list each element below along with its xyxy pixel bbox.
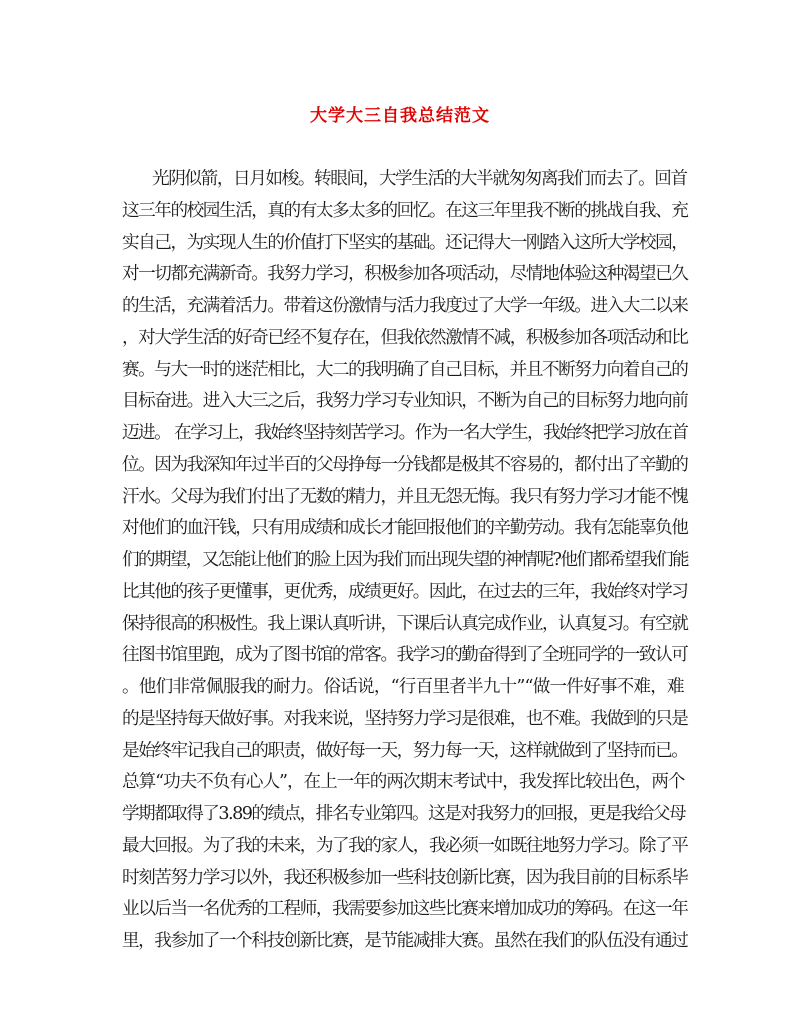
paragraph-line: 里，我参加了一个科技创新比赛，是节能减排大赛。虽然在我们的队伍没有通过 [122, 931, 688, 951]
paragraph-line: 业以后当一名优秀的工程师，我需要参加这些比赛来增加成功的筹码。在这一年 [122, 899, 688, 920]
paragraph-line: 比其他的孩子更懂事，更优秀，成绩更好。因此，在过去的三年，我始终对学习 [122, 581, 688, 602]
paragraph-line: 的是坚持每天做好事。对我来说，坚持努力学习是很难，也不难。我做到的只是 [122, 708, 688, 729]
paragraph-line: 往图书馆里跑，成为了图书馆的常客。我学习的勤奋得到了全班同学的一致认可 [122, 645, 688, 666]
paragraph-line: 学期都取得了3.89的绩点，排名专业第四。这是对我努力的回报，更是我给父母 [122, 804, 686, 824]
paragraph-line: 位。因为我深知年过半百的父母挣每一分钱都是极其不容易的，都付出了辛勤的 [122, 454, 688, 475]
paragraph-line: 汗水。父母为我们付出了无数的精力，并且无怨无悔。我只有努力学习才能不愧 [122, 486, 688, 507]
paragraph-line: 赛。与大一时的迷茫相比，大二的我明确了自己目标，并且不断努力向着自己的 [122, 359, 688, 380]
paragraph-line: 实自己，为实现人生的价值打下坚实的基础。还记得大一刚踏入这所大学校园， [122, 232, 688, 253]
paragraph-line: 对一切都充满新奇。我努力学习，积极参加各项活动，尽情地体验这种渴望已久 [122, 264, 688, 285]
paragraph-line: 。他们非常佩服我的耐力。俗话说，“行百里者半九十”“做一件好事不难，难 [122, 677, 684, 697]
paragraph-line: 总算“功夫不负有心人”，在上一年的两次期末考试中，我发挥比较出色，两个 [122, 772, 685, 793]
paragraph-line: 迈进。 在学习上，我始终坚持刻苦学习。作为一名大学生，我始终把学习放在首 [122, 423, 688, 443]
paragraph-line: 是始终牢记我自己的职责，做好每一天，努力每一天，这样就做到了坚持而已。 [122, 740, 688, 761]
paragraph-line: 们的期望，又怎能让他们的脸上因为我们而出现失望的神情呢?他们都希望我们能 [122, 550, 688, 570]
paragraph-line: 的生活，充满着活力。带着这份激情与活力我度过了大学一年级。进入大二以来 [122, 296, 688, 316]
paragraph-line: 目标奋进。进入大三之后，我努力学习专业知识，不断为自己的目标努力地向前 [122, 391, 688, 412]
paragraph-line: 保持很高的积极性。我上课认真听讲，下课后认真完成作业，认真复习。有空就 [122, 613, 688, 634]
paragraph-line: 最大回报。为了我的未来，为了我的家人，我必须一如既往地努力学习。除了平 [122, 835, 688, 856]
paragraph-line: ，对大学生活的好奇已经不复存在，但我依然激情不减，积极参加各项活动和比 [122, 327, 688, 348]
document-title: 大学大三自我总结范文 [310, 106, 490, 126]
paragraph-line: 这三年的校园生活，真的有太多太多的回忆。在这三年里我不断的挑战自我、充 [122, 200, 688, 221]
document-body [122, 164, 688, 958]
paragraph-line: 光阴似箭，日月如梭。转眼间，大学生活的大半就匆匆离我们而去了。回首 [152, 169, 687, 189]
paragraph-line: 对他们的血汗钱，只有用成绩和成长才能回报他们的辛勤劳动。我有怎能辜负他 [122, 518, 688, 539]
paragraph-line: 时刻苦努力学习以外，我还积极参加一些科技创新比赛，因为我目前的目标系毕 [122, 867, 688, 888]
